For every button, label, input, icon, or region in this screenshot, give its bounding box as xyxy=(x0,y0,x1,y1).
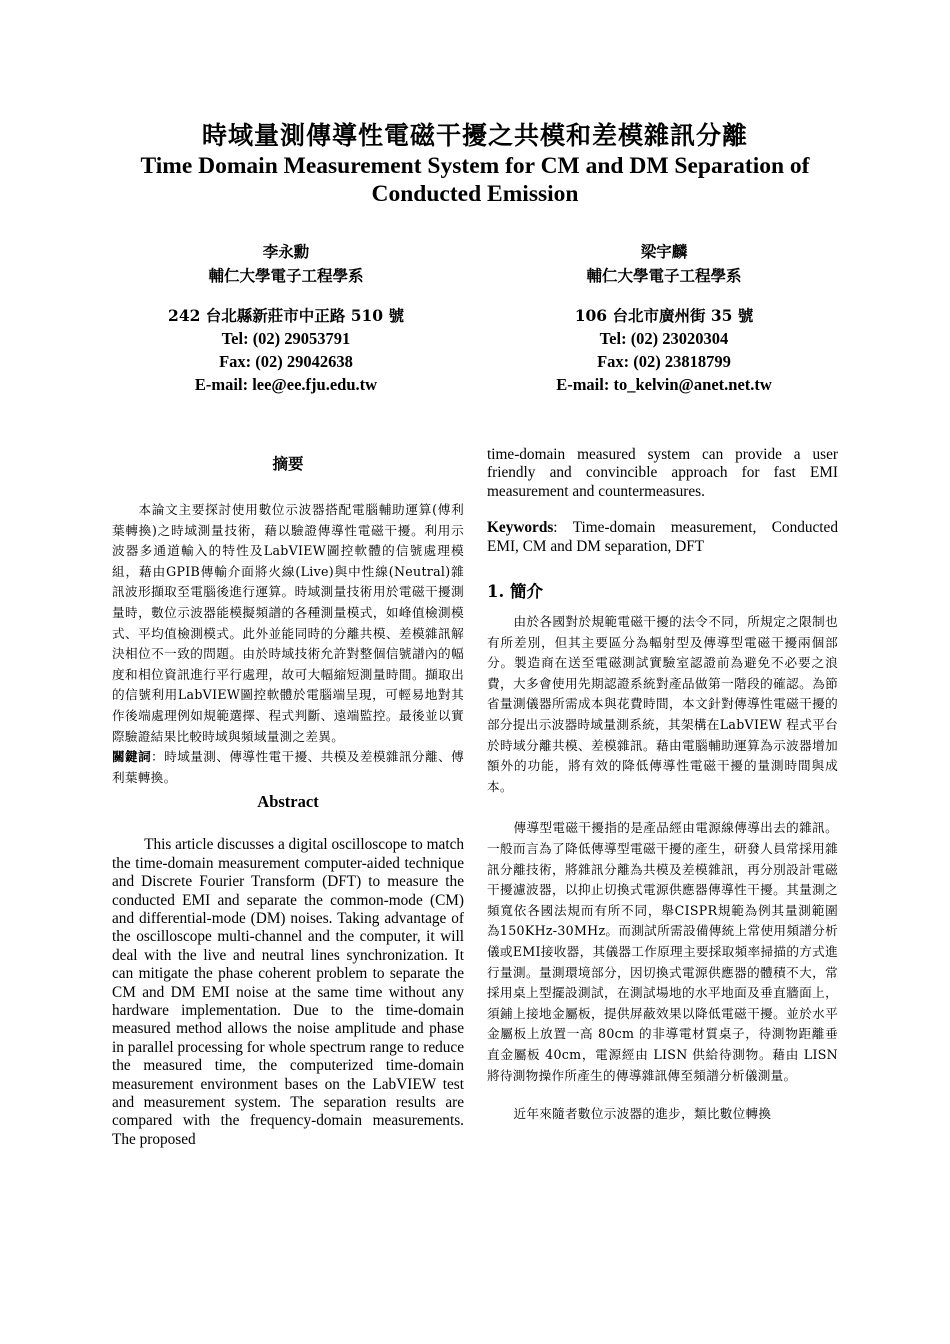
keywords-en-label: Keywords xyxy=(487,519,554,537)
author-name: 梁宇麟 xyxy=(640,242,688,261)
author-address: 106 台北市廣州街 35 號 xyxy=(574,306,754,325)
author-email: E-mail: lee@ee.fju.edu.tw xyxy=(194,375,378,394)
left-column xyxy=(112,452,464,1149)
author-fax: Fax: (02) 29042638 xyxy=(219,352,353,371)
keywords-en xyxy=(487,519,838,556)
keywords-zh-text: ：時域量測、傳導性電干擾、共模及差模雜訊分離、傅利葉轉換。 xyxy=(112,749,465,785)
right-column xyxy=(487,446,838,1125)
section-1-paragraph-1: 由於各國對於規範電磁干擾的法令不同，所規定之限制也有所差別，但其主要區分為輻射型及傳導型電磁干擾兩個部分。製造商在送至電磁測試實驗室認證前為避免不必要之浪費，大多會使用先期認證系統對產品做第一階段的確認。為節省量測儀器所需成本與花費時間，本文針對傳導性電磁干擾的部分提出示波器時域量測系統，其架構在LabVIEW 程式平台於時域分離共模、差模雜訊。藉由電腦輔助運算為示波器增加額外的功能，將有效的降低傳導性電磁干擾的量測時間與成本。 xyxy=(487,614,838,794)
section-1-heading: 1. 簡介 xyxy=(487,582,543,602)
abstract-en-body-continued: time-domain measured system can provide a user friendly and convincible approach for fast EMI measurement and countermeasures. xyxy=(487,446,838,500)
keywords-zh xyxy=(112,747,464,788)
author-affiliation: 輔仁大學電子工程學系 xyxy=(208,266,364,285)
title-chinese: 時域量測傳導性電磁干擾之共模和差模雜訊分離 xyxy=(201,121,748,150)
paragraph-gap xyxy=(487,1086,838,1104)
keywords-en-text: : Time-domain measurement, Conducted EMI, CM and DM separation, DFT xyxy=(487,519,838,555)
author-block-2 xyxy=(474,240,854,396)
title-english: Time Domain Measurement System for CM and DM Separation of Conducted Emission xyxy=(140,153,810,207)
author-address: 242 台北縣新莊市中正路 510 號 xyxy=(168,306,404,325)
abstract-zh-body: 本論文主要探討使用數位示波器搭配電腦輔助運算(傅利葉轉換)之時域測量技術，藉以驗證傳導性電磁干擾。利用示波器多通道輸入的特性及LabVIEW圖控軟體的信號處理模組，藉由GPIB傳輸介面將火線(Live)與中性線(Neutral)雜訊波形擷取至電腦後進行運算。時域測量技術用於電磁干擾測量時，數位示波器能模擬頻譜的各種測量模式，如峰值檢測模式、平均值檢測模式。此外並能同時的分離共模、差模雜訊解決相位不一致的問題。由於時域技術允許對整個信號譜內的幅度和相位資訊進行平行處理，故可大幅縮短測量時間。擷取出的信號利用LabVIEW圖控軟體於電腦端呈現，可輕易地對其作後端處理例如規範選擇、程式判斷、遠端監控。最後並以實際驗證結果比較時域與頻域量測之差異。 xyxy=(112,502,464,744)
author-name: 李永勳 xyxy=(262,242,310,261)
abstract-zh-heading: 摘要 xyxy=(272,454,304,473)
abstract-en-body: This article discusses a digital oscilloscope to match the time-domain measurement computer-aided technique and Discrete Fourier Transform (DFT) to measure the conducted EMI and separate the common-mode (CM) and differential-mode (DM) noises. Taking advantage of the oscilloscope multi-channel and the computer, it will deal with the live and neutral lines synchronization. It can mitigate the phase coherent problem to separate the CM and DM EMI noise at the same time without any hardware implementation. Due to the time-domain measured method allows the noise amplitude and phase in parallel processing for whole spectrum range to reduce the measured time, the computerized time-domain measurement environment bases on the LabVIEW test and measurement system. The separation results are compared with the frequency-domain measurements. The proposed xyxy=(112,836,465,1148)
paragraph-gap xyxy=(487,797,838,818)
author-tel: Tel: (02) 29053791 xyxy=(221,329,351,348)
abstract-en-heading: Abstract xyxy=(257,792,319,812)
author-tel: Tel: (02) 23020304 xyxy=(599,329,729,348)
section-1-paragraph-2: 傳導型電磁干擾指的是產品經由電源線傳導出去的雜訊。一般而言為了降低傳導型電磁干擾的產生，研發人員常採用雜訊分離技術，將雜訊分離為共模及差模雜訊，再分別設計電磁干擾濾波器，以抑止切換式電源供應器傳導性干擾。其量測之頻寬依各國法規而有所不同，舉CISPR規範為例其量測範圍為150KHz-30MHz。而測試所需設備傳統上常使用頻譜分析儀或EMI接收器，其儀器工作原理主要採取頻率掃描的方式進行量測。量測環境部分，因切換式電源供應器的體積不大，常採用桌上型擺設測試，在測試場地的水平地面及垂直牆面上，須鋪上接地金屬板，提供屏蔽效果以降低電磁干擾。並於水平金屬板上放置一高 80cm 的非導電材質桌子，待測物距離垂直金屬板 40cm，電源經由 LISN 供給待測物。藉由 LISN 將待測物操作所產生的傳導雜訊傳至頻譜分析儀測量。 xyxy=(487,820,838,1083)
author-email: E-mail: to_kelvin@anet.net.tw xyxy=(556,375,772,394)
author-fax: Fax: (02) 23818799 xyxy=(597,352,731,371)
author-block-1 xyxy=(96,240,476,396)
section-1-paragraph-3: 近年來隨者數位示波器的進步，類比數位轉換 xyxy=(513,1106,772,1122)
keywords-zh-label: 關鍵詞 xyxy=(112,749,152,765)
author-affiliation: 輔仁大學電子工程學系 xyxy=(586,266,742,285)
